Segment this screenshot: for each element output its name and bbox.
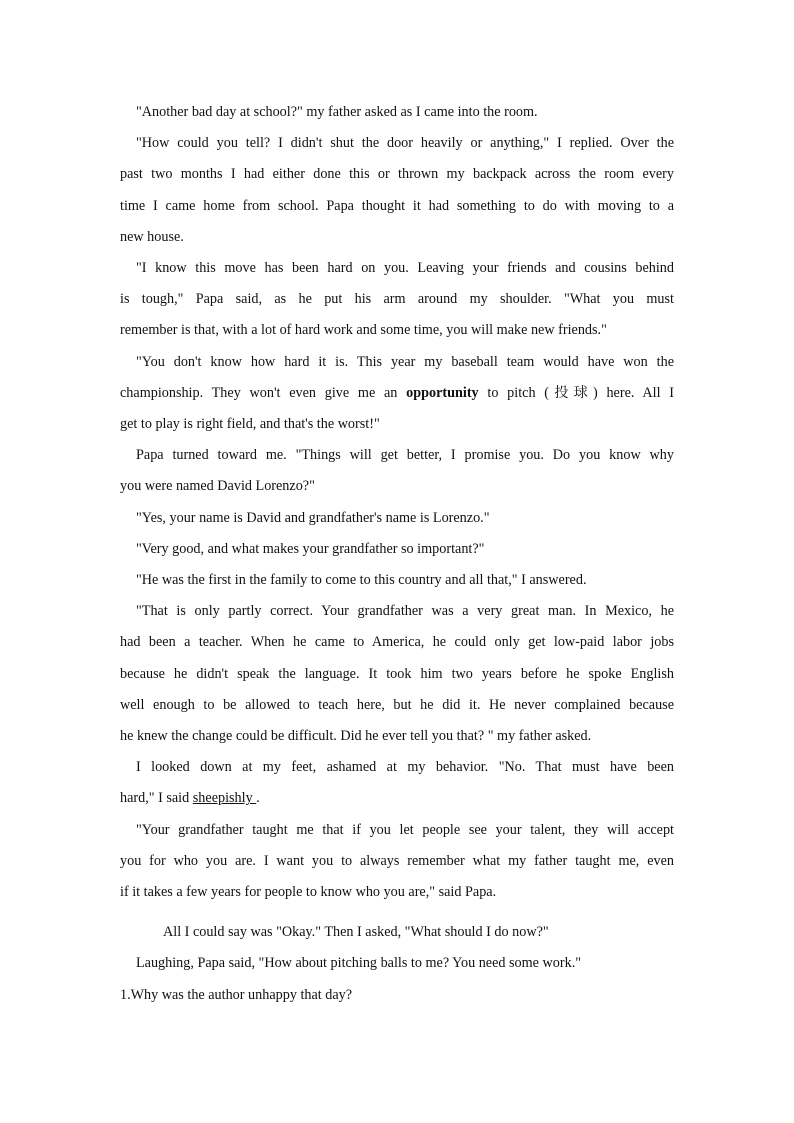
text-line: new house. — [120, 228, 184, 245]
text-line — [120, 378, 674, 409]
text-line: I looked down at my feet, ashamed at my behavior. "No. That must have been — [136, 759, 674, 776]
question-text: 1.Why was the author unhappy that day? — [120, 986, 353, 1003]
text-line: "Your grandfather taught me that if you let people see your talent, they will accept — [136, 821, 674, 838]
question-1 — [120, 980, 674, 1011]
paragraph-6 — [120, 503, 674, 534]
text-line: "He was the first in the family to come to this country and all that," I answered. — [136, 572, 587, 589]
paragraph-12 — [120, 917, 674, 948]
text-line: had been a teacher. When he came to America, he could only get low-paid labor jobs — [120, 634, 674, 651]
text-line: "Another bad day at school?" my father asked as I came into the room. — [136, 104, 538, 120]
paragraph-5 — [120, 440, 674, 502]
text-line: "That is only partly correct. Your grandfather was a very great man. In Mexico, he — [136, 603, 674, 620]
text-line: you were named David Lorenzo?" — [120, 478, 315, 495]
text-line: Papa turned toward me. "Things will get better, I promise you. Do you know why — [136, 447, 674, 464]
text-run: . — [256, 790, 260, 807]
paragraph-7 — [120, 534, 674, 565]
paragraph-8 — [120, 565, 674, 596]
text-line: because he didn't speak the language. It took him two years before he spoke English — [120, 665, 674, 682]
bold-word: opportunity — [406, 384, 479, 401]
text-line: "Yes, your name is David and grandfather's name is Lorenzo." — [136, 509, 490, 526]
text-line: he knew the change could be difficult. Did he ever tell you that? " my father asked. — [120, 728, 592, 745]
text-line — [120, 783, 674, 814]
text-line: "Very good, and what makes your grandfather so important?" — [136, 540, 485, 557]
paragraph-13 — [120, 948, 674, 979]
text-line: if it takes a few years for people to know who you are," said Papa. — [120, 884, 497, 901]
text-line: "How could you tell? I didn't shut the door heavily or anything," I replied. Over the — [136, 135, 674, 152]
text-line: "You don't know how hard it is. This year my baseball team would have won the — [136, 353, 674, 370]
paragraph-2 — [120, 128, 674, 253]
story-text — [120, 97, 674, 1011]
text-run: hard," I said — [120, 790, 193, 807]
text-line: "I know this move has been hard on you. Leaving your friends and cousins behind — [136, 260, 674, 277]
text-run: to pitch (投球) here. All I — [478, 384, 674, 401]
paragraph-10 — [120, 752, 674, 814]
text-run: championship. They won't even give me an — [120, 384, 407, 401]
text-line: get to play is right field, and that's the worst!" — [120, 416, 380, 433]
paragraph-11 — [120, 815, 674, 909]
text-line: All I could say was "Okay." Then I asked, "What should I do now?" — [163, 924, 549, 941]
text-line: Laughing, Papa said, "How about pitching balls to me? You need some work." — [136, 955, 582, 972]
paragraph-9 — [120, 596, 674, 752]
text-line: is tough," Papa said, as he put his arm around my shoulder. "What you must — [120, 291, 674, 308]
text-line: remember is that, with a lot of hard work and some time, you will make new friends." — [120, 322, 607, 339]
paragraph-3 — [120, 253, 674, 347]
paragraph-4 — [120, 347, 674, 441]
paragraph-1 — [120, 97, 674, 128]
text-line: past two months I had either done this or thrown my backpack across the room every — [120, 166, 674, 183]
text-line: you for who you are. I want you to always remember what my father taught me, even — [120, 852, 674, 869]
underlined-word: sheepishly — [192, 790, 257, 807]
text-line: well enough to be allowed to teach here, but he did it. He never complained because — [120, 696, 674, 713]
text-line: time I came home from school. Papa thought it had something to do with moving to a — [120, 197, 674, 214]
